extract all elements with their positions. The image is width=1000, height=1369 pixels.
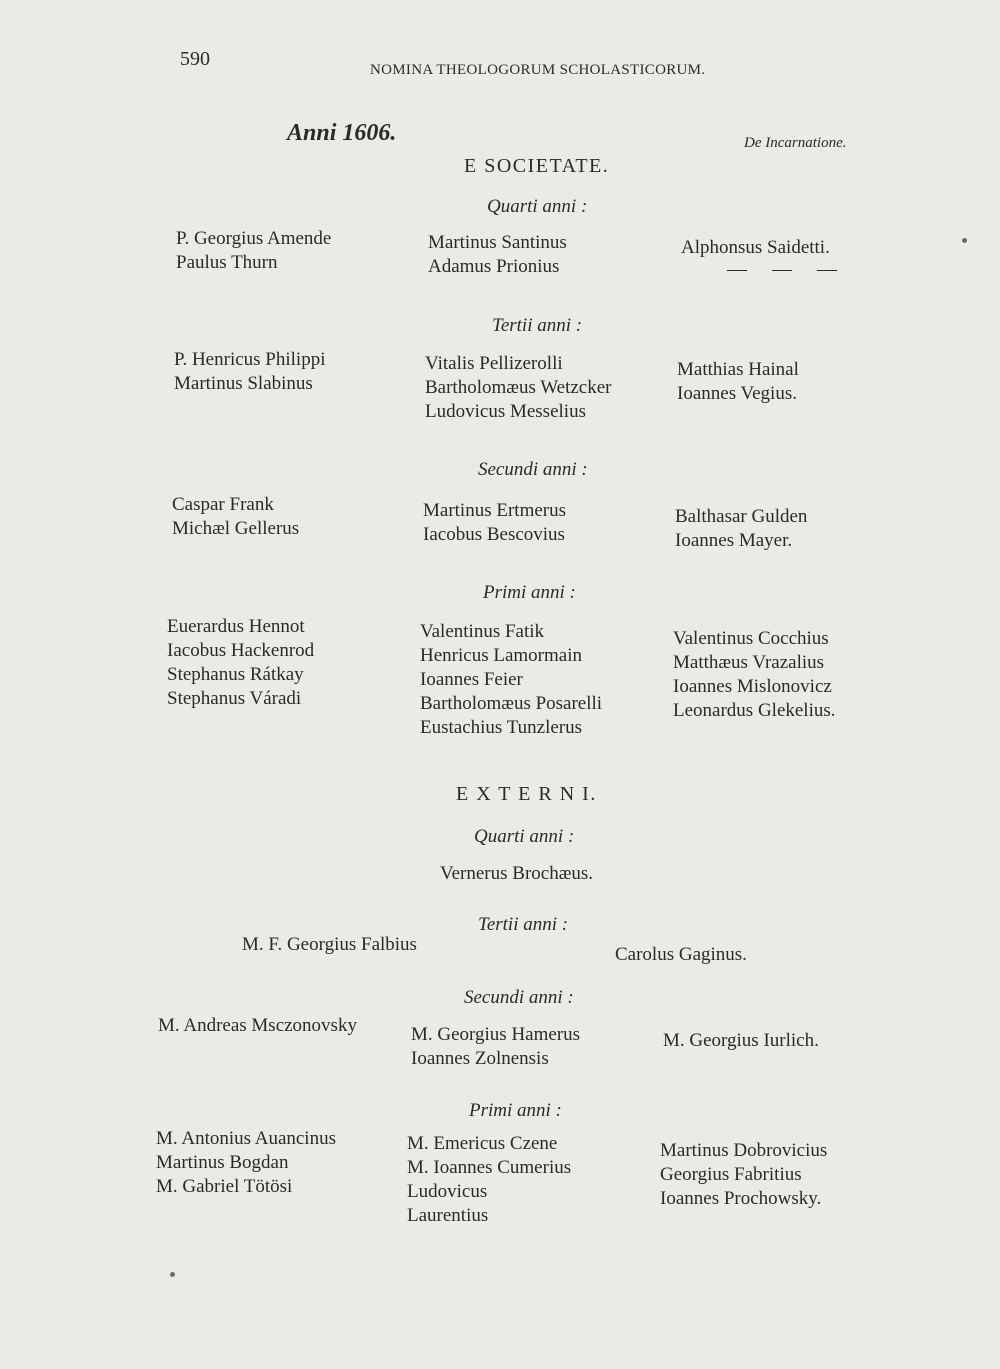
group-label: Tertii anni : bbox=[492, 315, 583, 336]
group-label: Quarti anni : bbox=[487, 196, 588, 217]
name-column-right bbox=[673, 627, 836, 723]
name-column-left bbox=[174, 348, 325, 396]
name-entry: Martinus Dobrovicius bbox=[660, 1140, 828, 1161]
name-entry: Ioannes Mislonovicz bbox=[673, 676, 832, 697]
running-title: NOMINA THEOLOGORUM SCHOLASTICORUM. bbox=[370, 62, 706, 78]
name-entry: Martinus Slabinus bbox=[174, 373, 313, 394]
name-entry: Matthæus Vrazalius bbox=[673, 652, 825, 673]
name-entry: Ioannes Prochowsky. bbox=[660, 1188, 822, 1209]
name-column-left bbox=[167, 615, 314, 711]
name-column-left bbox=[172, 493, 299, 541]
name-column-left bbox=[156, 1127, 336, 1199]
name-entry: Ioannes Vegius. bbox=[677, 383, 797, 404]
name-entry: Ludovicus bbox=[407, 1181, 488, 1202]
name-entry: P. Henricus Philippi bbox=[174, 349, 326, 370]
name-entry: P. Georgius Amende bbox=[176, 228, 332, 249]
name-entry: Stephanus Rátkay bbox=[167, 664, 304, 685]
name-column-right bbox=[681, 236, 830, 260]
name-column-center bbox=[440, 862, 593, 886]
name-entry: Iacobus Bescovius bbox=[423, 524, 565, 545]
name-entry: Ioannes Mayer. bbox=[675, 530, 793, 551]
name-entry: Martinus Bogdan bbox=[156, 1152, 289, 1173]
group-label: Primi anni : bbox=[469, 1100, 562, 1121]
group-label: Quarti anni : bbox=[474, 826, 575, 847]
name-entry: Valentinus Fatik bbox=[420, 621, 545, 642]
name-column-right bbox=[660, 1139, 827, 1211]
name-entry: Balthasar Gulden bbox=[675, 506, 808, 527]
name-entry: Carolus Gaginus. bbox=[615, 944, 747, 965]
name-column-right bbox=[675, 505, 807, 553]
section-title-externi: E X T E R N I. bbox=[456, 783, 597, 805]
name-column-right bbox=[663, 1029, 819, 1053]
name-entry: Vernerus Brochæus. bbox=[440, 863, 594, 884]
name-entry: Bartholomæus Posarelli bbox=[420, 693, 603, 714]
name-entry: Euerardus Hennot bbox=[167, 616, 305, 637]
name-column-center bbox=[411, 1023, 580, 1071]
name-entry: Leonardus Glekelius. bbox=[673, 700, 836, 721]
page-number: 590 bbox=[180, 48, 210, 70]
group-label: Primi anni : bbox=[483, 582, 576, 603]
name-entry: Bartholomæus Wetzcker bbox=[425, 377, 612, 398]
dash-separator: — — — bbox=[727, 258, 847, 280]
name-entry: M. F. Georgius Falbius bbox=[242, 934, 417, 955]
name-entry: Stephanus Váradi bbox=[167, 688, 302, 709]
name-column-right bbox=[677, 358, 799, 406]
name-entry: Georgius Fabritius bbox=[660, 1164, 802, 1185]
group-label: Secundi anni : bbox=[478, 459, 588, 480]
name-entry: Laurentius bbox=[407, 1205, 489, 1226]
paper-speck bbox=[962, 238, 967, 243]
name-entry: M. Georgius Iurlich. bbox=[663, 1030, 819, 1051]
name-column-center bbox=[407, 1132, 571, 1228]
name-column-center bbox=[425, 352, 612, 424]
name-entry: Michæl Gellerus bbox=[172, 518, 300, 539]
name-entry: Paulus Thurn bbox=[176, 252, 278, 273]
name-entry: Matthias Hainal bbox=[677, 359, 799, 380]
name-entry: Martinus Santinus bbox=[428, 232, 567, 253]
name-column-right bbox=[615, 943, 747, 967]
name-entry: Ludovicus Messelius bbox=[425, 401, 586, 422]
name-entry: Eustachius Tunzlerus bbox=[420, 717, 583, 738]
name-entry: M. Georgius Hamerus bbox=[411, 1024, 581, 1045]
name-entry: Henricus Lamormain bbox=[420, 645, 582, 666]
name-column-left bbox=[242, 933, 417, 957]
name-column-center bbox=[423, 499, 566, 547]
group-label: Secundi anni : bbox=[464, 987, 574, 1008]
name-column-center bbox=[420, 620, 602, 740]
name-entry: Martinus Ertmerus bbox=[423, 500, 567, 521]
name-entry: Caspar Frank bbox=[172, 494, 274, 515]
name-entry: M. Antonius Auancinus bbox=[156, 1128, 336, 1149]
year-heading: Anni 1606. bbox=[287, 120, 397, 146]
name-column-left bbox=[176, 227, 331, 275]
name-entry: M. Emericus Czene bbox=[407, 1133, 558, 1154]
name-entry: Ioannes Feier bbox=[420, 669, 523, 690]
group-label: Tertii anni : bbox=[478, 914, 569, 935]
name-entry: Alphonsus Saidetti. bbox=[681, 237, 830, 258]
name-entry: Adamus Prionius bbox=[428, 256, 560, 277]
name-column-center bbox=[428, 231, 567, 279]
section-title-societate: E SOCIETATE. bbox=[464, 155, 610, 177]
name-entry: M. Gabriel Tötösi bbox=[156, 1176, 293, 1197]
name-entry: Iacobus Hackenrod bbox=[167, 640, 315, 661]
topic-heading: De Incarnatione. bbox=[744, 135, 847, 151]
name-entry: Ioannes Zolnensis bbox=[411, 1048, 549, 1069]
name-entry: M. Ioannes Cumerius bbox=[407, 1157, 572, 1178]
paper-speck bbox=[170, 1272, 175, 1277]
name-column-left bbox=[158, 1014, 357, 1038]
name-entry: M. Andreas Msczonovsky bbox=[158, 1015, 357, 1036]
name-entry: Vitalis Pellizerolli bbox=[425, 353, 563, 374]
name-entry: Valentinus Cocchius bbox=[673, 628, 829, 649]
